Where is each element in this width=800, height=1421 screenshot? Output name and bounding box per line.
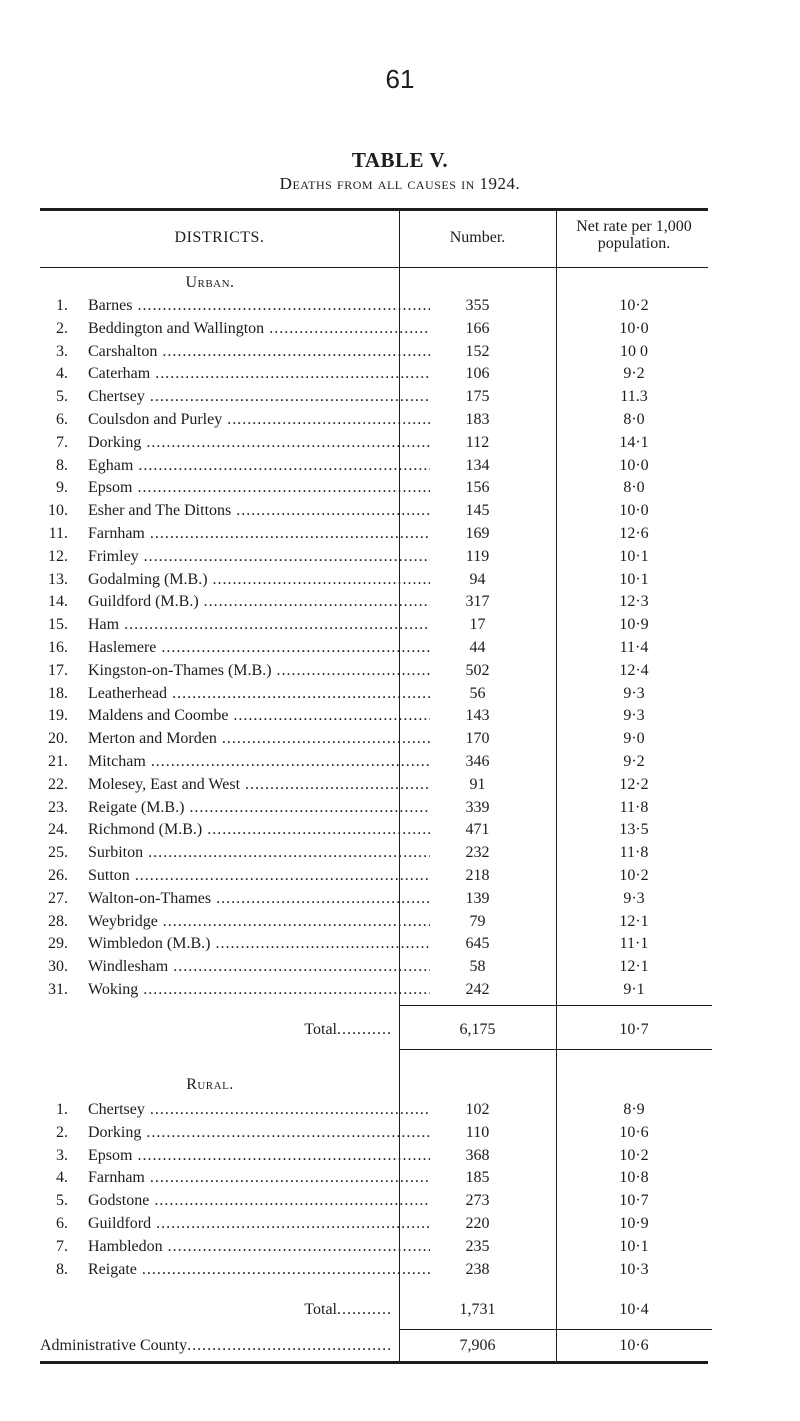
death-rate: 8·9 (623, 1101, 645, 1118)
rural-total-row (40, 1299, 708, 1321)
death-rate: 13·5 (619, 821, 649, 839)
death-rate: 9·2 (623, 365, 645, 383)
row-number: 4. (56, 1169, 68, 1187)
table-row (40, 705, 708, 727)
table-row (40, 1236, 708, 1258)
row-number: 30. (48, 958, 68, 976)
death-rate: 10·2 (619, 867, 649, 884)
death-rate: 9·3 (623, 707, 645, 725)
table-row (40, 1213, 708, 1235)
row-number: 29. (48, 935, 68, 953)
rural-total-bottom-rule (399, 1329, 556, 1330)
death-count: 183 (465, 411, 490, 428)
urban-total-bottom-rule (556, 1049, 712, 1050)
district-name: Chertsey ..... (88, 1099, 430, 1121)
death-count: 119 (465, 547, 490, 565)
table-row (40, 751, 708, 773)
table-row (40, 477, 708, 499)
row-number: 8. (56, 456, 68, 474)
death-count: 94 (469, 570, 486, 588)
row-number: 4. (56, 365, 68, 383)
urban-heading: Urban. (185, 274, 235, 291)
death-count: 169 (465, 525, 490, 542)
row-number: 3. (56, 342, 68, 360)
table-row (40, 432, 708, 454)
death-count: 91 (469, 775, 486, 793)
death-rate: 12·2 (619, 775, 649, 793)
death-count: 175 (465, 388, 490, 406)
district-name: Weybridge ..... (88, 911, 430, 933)
death-rate: 10·1 (619, 547, 649, 565)
district-name: Guildford (M.B.) ..... (88, 591, 430, 613)
district-name: Kingston-on-Thames (M.B.) ..... (88, 660, 430, 682)
row-number: 6. (56, 411, 68, 428)
row-number: 13. (48, 570, 68, 588)
county-rate: 10·6 (619, 1336, 649, 1354)
district-name: Wimbledon (M.B.) ..... (88, 933, 430, 955)
death-count: 166 (465, 319, 490, 337)
table-row (40, 888, 708, 910)
district-name: Maldens and Coombe ..... (88, 705, 430, 727)
table-title: TABLE V. (351, 148, 449, 172)
death-rate: 12·6 (619, 525, 649, 542)
death-count: 79 (469, 912, 486, 930)
table-row (40, 660, 708, 682)
death-rate: 11·1 (619, 935, 649, 953)
urban-total-top-rule (556, 1005, 712, 1006)
row-number: 31. (48, 981, 68, 998)
death-count: 238 (465, 1260, 490, 1278)
death-rate: 10·3 (619, 1260, 649, 1278)
table-row (40, 911, 708, 933)
death-rate: 8·0 (623, 411, 645, 428)
death-count: 110 (465, 1123, 490, 1141)
district-name: Farnham ..... (88, 523, 430, 545)
death-count: 232 (465, 844, 490, 862)
page-number: 61 (385, 64, 415, 94)
row-number: 7. (56, 433, 68, 451)
death-rate: 10·2 (619, 1146, 649, 1164)
row-number: 7. (56, 1237, 68, 1255)
death-count: 317 (465, 593, 490, 611)
district-name: Richmond (M.B.) ..... (88, 819, 430, 841)
table-row (40, 614, 708, 636)
row-number: 19. (48, 707, 68, 725)
county-total-row (40, 1335, 708, 1357)
row-number: 2. (56, 319, 68, 337)
death-rate: 10·0 (619, 319, 649, 337)
table-row (40, 591, 708, 613)
header-rule (40, 267, 708, 268)
urban-total-label: Total ..... (40, 1019, 392, 1041)
table-row (40, 1190, 708, 1212)
district-name: Ham ..... (88, 614, 430, 636)
table-row (40, 1099, 708, 1121)
death-count: 220 (465, 1215, 490, 1232)
rural-total-label: Total ..... (40, 1299, 392, 1321)
death-count: 368 (465, 1146, 490, 1164)
death-count: 339 (465, 798, 490, 816)
row-number: 21. (48, 753, 68, 770)
row-number: 5. (56, 1192, 68, 1210)
death-count: 242 (465, 981, 490, 998)
table-row (40, 683, 708, 705)
urban-total-bottom-rule (399, 1049, 556, 1050)
death-rate: 14·1 (619, 433, 649, 451)
table-row (40, 933, 708, 955)
district-name: Barnes ..... (88, 295, 430, 317)
death-count: 17 (469, 616, 486, 634)
death-rate: 10·9 (619, 1215, 649, 1232)
header-number: Number. (449, 229, 506, 246)
district-name: Molesey, East and West ..... (88, 774, 430, 796)
death-rate: 10·0 (619, 502, 649, 520)
death-rate: 11·8 (619, 798, 649, 816)
table-row (40, 523, 708, 545)
table-row (40, 455, 708, 477)
district-name: Beddington and Wallington ..... (88, 318, 430, 340)
death-count: 156 (465, 479, 490, 497)
table-row (40, 546, 708, 568)
table-row (40, 318, 708, 340)
death-rate: 9·0 (623, 730, 645, 748)
table-row (40, 797, 708, 819)
death-count: 273 (465, 1192, 490, 1210)
death-rate: 12·3 (619, 593, 649, 611)
urban-total-number: 6,175 (459, 1021, 496, 1038)
death-rate: 10·6 (619, 1123, 649, 1141)
death-count: 44 (469, 639, 486, 656)
row-number: 11. (48, 525, 68, 542)
table-bottom-rule (40, 1361, 708, 1364)
table-row (40, 500, 708, 522)
row-number: 15. (48, 616, 68, 634)
district-name: Woking ..... (88, 979, 430, 1001)
table-row (40, 819, 708, 841)
district-name: Guildford ..... (88, 1213, 430, 1235)
row-number: 2. (56, 1123, 68, 1141)
death-count: 143 (465, 707, 490, 725)
death-rate: 12·4 (619, 661, 649, 679)
death-rate: 9·2 (623, 753, 645, 770)
district-name: Godstone ..... (88, 1190, 430, 1212)
table-row (40, 363, 708, 385)
table-row (40, 865, 708, 887)
header-rate (556, 218, 712, 252)
table-row (40, 842, 708, 864)
table-row (40, 728, 708, 750)
death-rate: 8·0 (623, 479, 645, 497)
table-row (40, 386, 708, 408)
district-name: Dorking ..... (88, 1122, 430, 1144)
urban-total-rate: 10·7 (619, 1021, 649, 1038)
district-name: Surbiton ..... (88, 842, 430, 864)
district-name: Hambledon ..... (88, 1236, 430, 1258)
table-subtitle: Deaths from all causes in 1924. (279, 174, 521, 193)
table-row (40, 956, 708, 978)
district-name: Reigate (M.B.) ..... (88, 797, 430, 819)
death-count: 145 (465, 502, 490, 520)
rural-total-rate: 10·4 (619, 1300, 649, 1318)
death-rate: 12·1 (619, 958, 649, 976)
death-count: 170 (465, 730, 490, 748)
district-name: Walton-on-Thames ..... (88, 888, 430, 910)
district-name: Merton and Morden ..... (88, 728, 430, 750)
death-count: 56 (469, 684, 486, 702)
death-rate: 10·2 (619, 297, 649, 314)
row-number: 9. (56, 479, 68, 497)
table-row (40, 637, 708, 659)
table-row (40, 1167, 708, 1189)
row-number: 18. (48, 684, 68, 702)
death-count: 185 (465, 1169, 490, 1187)
row-number: 28. (48, 912, 68, 930)
urban-total-top-rule (399, 1005, 556, 1006)
death-rate: 9·1 (623, 981, 645, 998)
district-name: Epsom ..... (88, 1145, 430, 1167)
county-label: Administrative County ..... (40, 1335, 392, 1357)
district-name: Coulsdon and Purley ..... (88, 409, 430, 431)
death-count: 218 (465, 867, 490, 884)
row-number: 20. (48, 730, 68, 748)
row-number: 17. (48, 661, 68, 679)
rural-total-number: 1,731 (459, 1300, 496, 1318)
district-name: Chertsey ..... (88, 386, 430, 408)
row-number: 12. (48, 547, 68, 565)
row-number: 25. (48, 844, 68, 862)
table-row (40, 409, 708, 431)
table-row (40, 1145, 708, 1167)
district-name: Frimley ..... (88, 546, 430, 568)
death-rate: 10·9 (619, 616, 649, 634)
death-rate: 10 0 (620, 342, 648, 360)
rural-total-bottom-rule (556, 1329, 712, 1330)
row-number: 26. (48, 867, 68, 884)
district-name: Caterham ..... (88, 363, 430, 385)
death-count: 102 (465, 1101, 490, 1118)
death-count: 355 (465, 297, 490, 314)
death-count: 152 (465, 342, 490, 360)
death-count: 58 (469, 958, 486, 976)
row-number: 16. (48, 639, 68, 656)
district-name: Windlesham ..... (88, 956, 430, 978)
district-name: Carshalton ..... (88, 341, 430, 363)
table-row (40, 1122, 708, 1144)
row-number: 1. (56, 297, 68, 314)
table-row (40, 569, 708, 591)
death-count: 346 (465, 753, 490, 770)
table-top-rule (40, 208, 708, 211)
row-number: 3. (56, 1146, 68, 1164)
row-number: 14. (48, 593, 68, 611)
death-rate: 11.3 (620, 388, 648, 406)
urban-total-row (40, 1019, 708, 1041)
death-rate: 10·8 (619, 1169, 649, 1187)
district-name: Leatherhead ..... (88, 683, 430, 705)
death-rate: 10·1 (619, 570, 649, 588)
death-count: 112 (465, 433, 490, 451)
table-row (40, 1259, 708, 1281)
death-count: 502 (465, 661, 490, 679)
death-count: 645 (465, 935, 490, 953)
rural-heading: Rural. (186, 1076, 234, 1093)
row-number: 5. (56, 388, 68, 406)
death-count: 139 (465, 889, 490, 907)
death-count: 235 (465, 1237, 490, 1255)
district-name: Haslemere ..... (88, 637, 430, 659)
death-count: 134 (465, 456, 490, 474)
death-rate: 9·3 (623, 684, 645, 702)
row-number: 24. (48, 821, 68, 839)
row-number: 23. (48, 798, 68, 816)
district-name: Epsom ..... (88, 477, 430, 499)
district-name: Godalming (M.B.) ..... (88, 569, 430, 591)
row-number: 10. (48, 502, 68, 520)
death-rate: 11·8 (619, 844, 649, 862)
death-rate: 10·7 (619, 1192, 649, 1210)
death-rate: 10·1 (619, 1237, 649, 1255)
row-number: 8. (56, 1260, 68, 1278)
district-name: Sutton ..... (88, 865, 430, 887)
death-count: 471 (465, 821, 490, 839)
row-number: 6. (56, 1215, 68, 1232)
row-number: 27. (48, 889, 68, 907)
death-rate: 10·0 (619, 456, 649, 474)
district-name: Mitcham ..... (88, 751, 430, 773)
header-rate-line1: Net rate per 1,000 (576, 218, 692, 235)
death-rate: 11·4 (619, 639, 649, 656)
row-number: 22. (48, 775, 68, 793)
row-number: 1. (56, 1101, 68, 1118)
table-row (40, 774, 708, 796)
district-name: Farnham ..... (88, 1167, 430, 1189)
district-name: Esher and The Dittons ..... (88, 500, 430, 522)
table-row (40, 341, 708, 363)
header-rate-line2: population. (597, 235, 671, 252)
district-name: Egham ..... (88, 455, 430, 477)
death-count: 106 (465, 365, 490, 383)
county-number: 7,906 (459, 1336, 496, 1354)
table-row (40, 979, 708, 1001)
death-rate: 9·3 (623, 889, 645, 907)
district-name: Dorking ..... (88, 432, 430, 454)
death-rate: 12·1 (619, 912, 649, 930)
table-row (40, 295, 708, 317)
district-name: Reigate ..... (88, 1259, 430, 1281)
header-districts: DISTRICTS. (174, 229, 265, 246)
